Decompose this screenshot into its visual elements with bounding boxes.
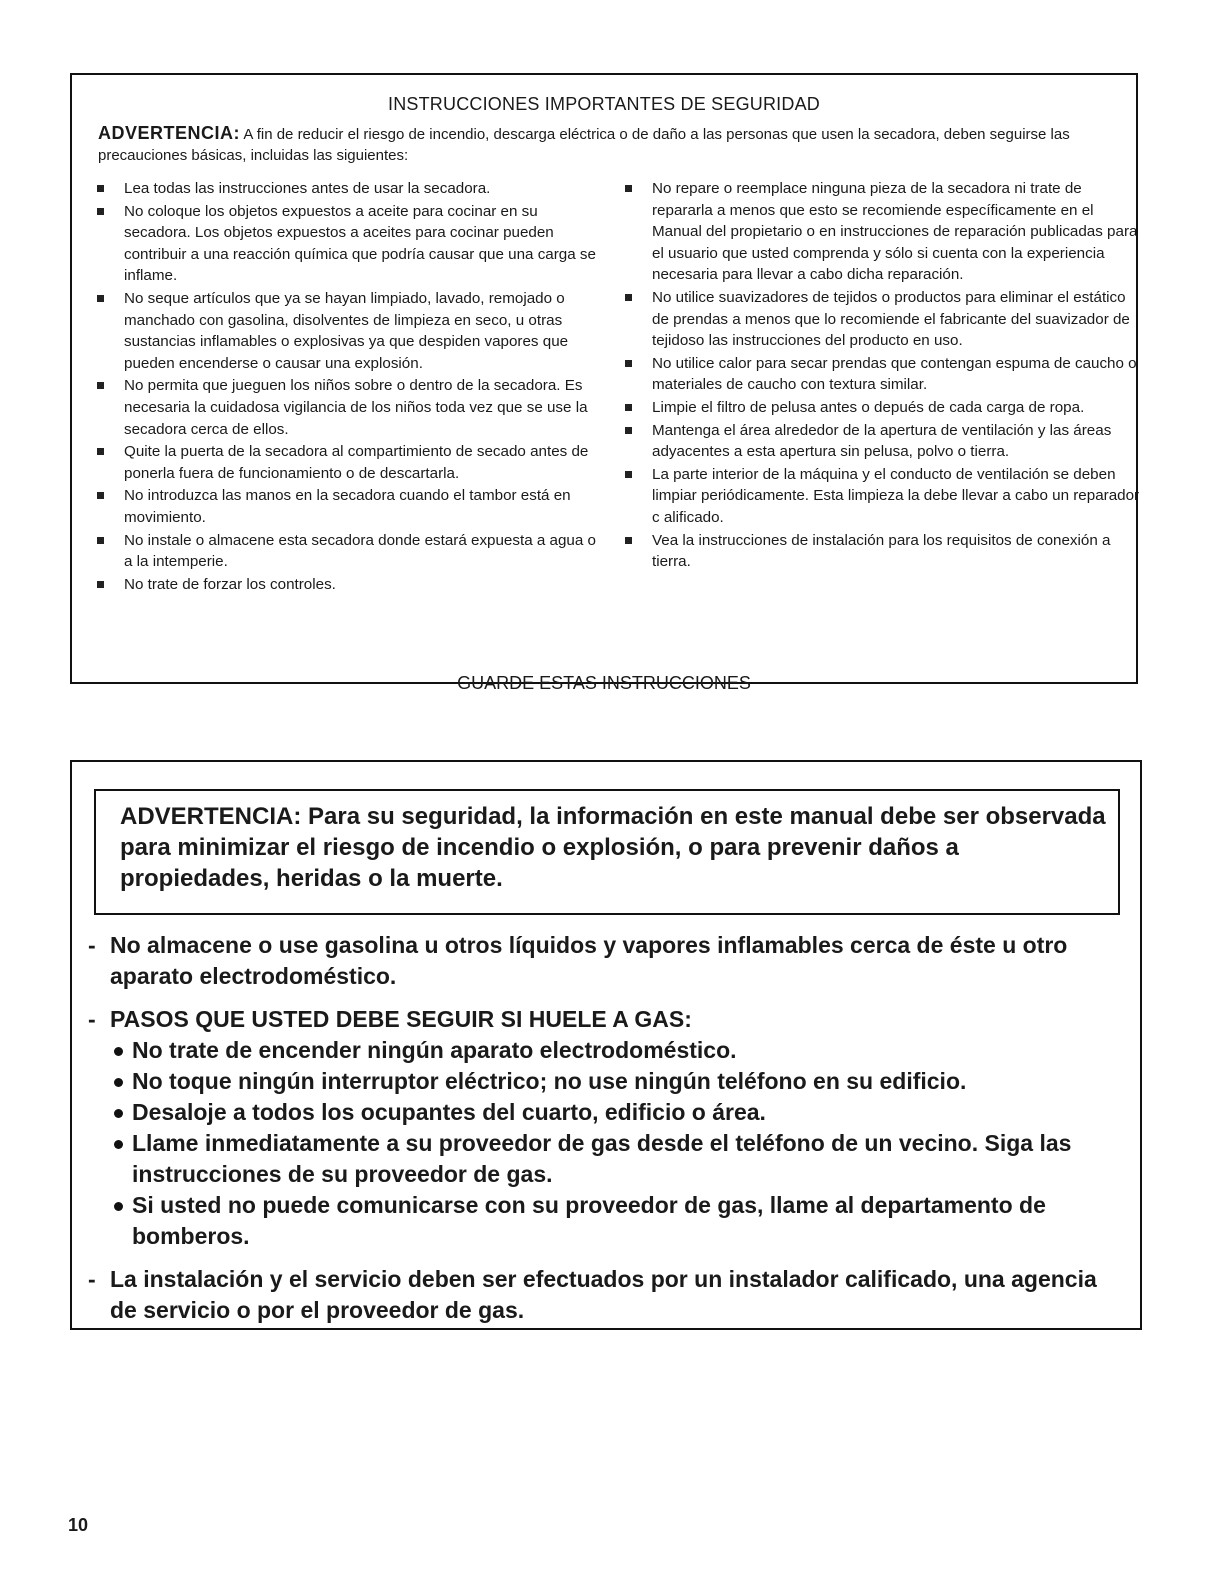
list-item-text: No trate de forzar los controles. [124, 575, 336, 593]
safety-intro [98, 123, 1078, 166]
list-item [94, 178, 606, 200]
dash-marker: - [88, 932, 96, 958]
list-item-text: La parte interior de la máquina y el conducto de ventilación se deben limpiar periódicamente. Esta limpieza la debe llevar a cabo un reparador c alificado. [652, 465, 1140, 526]
round-bullet-icon [114, 1202, 123, 1211]
save-instructions-footer: GUARDE ESTAS INSTRUCCIONES [457, 673, 751, 693]
gas-steps-heading: PASOS QUE USTED DEBE SEGUIR SI HUELE A GAS: [110, 1006, 692, 1032]
square-bullet-icon [625, 537, 632, 544]
list-item [94, 574, 606, 596]
list-item [622, 464, 1140, 529]
list-item-text: No toque ningún interruptor eléctrico; no use ningún teléfono en su edificio. [132, 1068, 967, 1094]
square-bullet-icon [625, 185, 632, 192]
square-bullet-icon [97, 295, 104, 302]
square-bullet-icon [97, 208, 104, 215]
list-item [112, 1066, 1128, 1097]
page-number: 10 [68, 1515, 89, 1535]
gas-line-installation [88, 1264, 1128, 1326]
square-bullet-icon [625, 294, 632, 301]
list-item-text: Limpie el filtro de pelusa antes o depués de cada carga de ropa. [652, 398, 1085, 416]
square-bullet-icon [625, 471, 632, 478]
list-item [94, 375, 606, 440]
list-item [622, 178, 1140, 286]
list-item [112, 1128, 1128, 1190]
list-item-text: No seque artículos que ya se hayan limpiado, lavado, remojado o manchado con gasolina, disolventes de limpieza en seco, u otras sustancias inflamables o explosivas ya que despiden vapores que pueden encenderse o causar una explosión. [124, 289, 569, 372]
square-bullet-icon [97, 185, 104, 192]
square-bullet-icon [97, 448, 104, 455]
list-item-text: No coloque los objetos expuestos a aceite para cocinar en su secadora. Los objetos expuestos a aceites para cocinar pueden contribuir a una reacción química que podría causar que una carga se inflame. [124, 202, 596, 285]
gas-warning-text: ADVERTENCIA: Para su seguridad, la información en este manual debe ser observada para minimizar el riesgo de incendio o explosión, o para prevenir daños a propiedades, heridas o la muerte. [120, 803, 1106, 892]
gas-steps-list [110, 1035, 1128, 1252]
gas-line-text: No almacene o use gasolina u otros líquidos y vapores inflamables cerca de éste u otro aparato electrodoméstico. [110, 932, 1068, 989]
gas-warning-inner-box [94, 789, 1120, 915]
square-bullet-icon [97, 581, 104, 588]
square-bullet-icon [625, 360, 632, 367]
list-item [94, 441, 606, 484]
list-item-text: Llame inmediatamente a su proveedor de gas desde el teléfono de un vecino. Siga las instrucciones de su proveedor de gas. [132, 1130, 1072, 1187]
list-item [94, 530, 606, 573]
round-bullet-icon [114, 1140, 123, 1149]
list-item [622, 420, 1140, 463]
square-bullet-icon [97, 537, 104, 544]
list-item-text: No instale o almacene esta secadora donde estará expuesta a agua o a la intemperie. [124, 531, 596, 571]
list-item [622, 353, 1140, 396]
dash-marker: - [88, 1266, 96, 1292]
list-item [622, 397, 1140, 419]
round-bullet-icon [114, 1047, 123, 1056]
list-item-text: No repare o reemplace ninguna pieza de la secadora ni trate de repararla a menos que esto se recomiende específicamente en el Manual del propietario o en instrucciones de reparación publicadas para el usuario que usted comprenda y sólo si cuenta con la experiencia necesaria para llevar a cabo dicha reparación. [652, 180, 1138, 284]
list-item [622, 530, 1140, 573]
list-item [112, 1190, 1128, 1252]
square-bullet-icon [625, 427, 632, 434]
list-item-text: No utilice calor para secar prendas que contengan espuma de caucho o materiales de caucho con textura similar. [652, 354, 1137, 394]
round-bullet-icon [114, 1078, 123, 1087]
square-bullet-icon [97, 492, 104, 499]
list-item-text: Desaloje a todos los ocupantes del cuarto, edificio o área. [132, 1099, 766, 1125]
list-item-text: Si usted no puede comunicarse con su proveedor de gas, llame al departamento de bomberos. [132, 1192, 1046, 1249]
gas-warning-box [70, 760, 1142, 1330]
list-item-text: No introduzca las manos en la secadora cuando el tambor está en movimiento. [124, 487, 571, 526]
gas-line-storage [88, 930, 1128, 992]
list-item [112, 1035, 1128, 1066]
safety-left-column [94, 178, 606, 596]
round-bullet-icon [114, 1109, 123, 1118]
list-item-text: No trate de encender ningún aparato electrodoméstico. [132, 1037, 737, 1063]
list-item-text: No permita que jueguen los niños sobre o dentro de la secadora. Es necesaria la cuidadosa vigilancia de los niños toda vez que se use la secadora cerca de ellos. [124, 377, 588, 438]
gas-line-steps [88, 1004, 1128, 1252]
gas-line-text: La instalación y el servicio deben ser efectuados por un instalador calificado, una agencia de servicio o por el proveedor de gas. [110, 1266, 1097, 1323]
list-item-text: No utilice suavizadores de tejidos o productos para eliminar el estático de prendas a menos que lo recomiende el fabricante del suavizador de tejidoso las instrucciones del producto en uso. [652, 288, 1130, 350]
list-item-text: Vea la instrucciones de instalación para los requisitos de conexión a tierra. [652, 531, 1111, 571]
gas-warning-lines [88, 930, 1128, 1338]
list-item [94, 485, 606, 528]
list-item [94, 288, 606, 374]
list-item [112, 1097, 1128, 1128]
warning-label: ADVERTENCIA: [98, 123, 241, 143]
square-bullet-icon [625, 404, 632, 411]
dash-marker: - [88, 1006, 96, 1032]
list-item [94, 201, 606, 287]
list-item-text: Lea todas las instrucciones antes de usar la secadora. [124, 180, 491, 197]
list-item-text: Mantenga el área alrededor de la apertura de ventilación y las áreas adyacentes a esta apertura sin pelusa, polvo o tierra. [652, 421, 1112, 461]
list-item-text: Quite la puerta de la secadora al compartimiento de secado antes de ponerla fuera de funcionamiento o de descartarla. [124, 443, 589, 482]
safety-instructions-box [70, 73, 1140, 693]
square-bullet-icon [97, 382, 104, 389]
safety-right-column [622, 178, 1140, 574]
warning-text: A fin de reducir el riesgo de incendio, descarga eléctrica o de daño a las personas que usen la secadora, deben seguirse las precauciones básicas, incluidas las siguientes: [98, 126, 1070, 164]
safety-title: INSTRUCCIONES IMPORTANTES DE SEGURIDAD [388, 94, 820, 114]
list-item [622, 287, 1140, 352]
